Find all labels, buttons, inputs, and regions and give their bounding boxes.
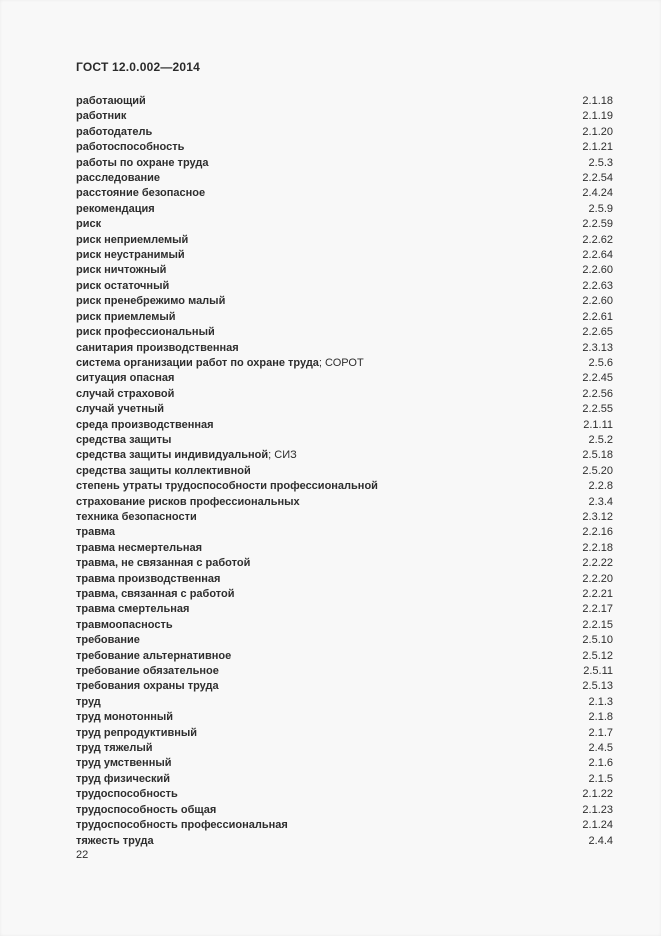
- index-term: риск остаточный: [76, 279, 170, 292]
- index-term: работник: [76, 110, 127, 123]
- index-ref-number: 2.5.9: [588, 202, 613, 215]
- index-term: труд: [76, 695, 101, 708]
- index-ref-number: 2.2.65: [582, 326, 613, 339]
- index-row: [76, 325, 613, 340]
- index-ref-number: 2.5.3: [588, 156, 613, 169]
- index-row: [76, 834, 613, 849]
- index-ref-number: 2.1.5: [588, 772, 613, 785]
- index-term: травма, связанная с работой: [76, 588, 235, 600]
- index-row: [76, 294, 613, 309]
- index-ref-number: 2.2.22: [582, 557, 613, 570]
- index-ref-number: 2.1.11: [583, 418, 613, 431]
- index-term: работоспособность: [76, 141, 185, 154]
- index-row: [76, 787, 613, 802]
- index-row: [76, 818, 613, 833]
- index-ref-number: 2.2.45: [582, 372, 613, 385]
- index-term: травмоопасность: [76, 618, 173, 631]
- index-row: [76, 263, 613, 278]
- index-row: [76, 479, 613, 494]
- index-term: риск: [76, 218, 102, 231]
- index-term: случай учетный: [76, 403, 165, 416]
- index-term: трудоспособность: [76, 788, 178, 801]
- index-row: [76, 464, 613, 479]
- index-row: [76, 433, 613, 448]
- index-row: [76, 679, 613, 694]
- index-row: [76, 695, 613, 710]
- index-term-abbreviation: ; СОРОТ: [318, 356, 364, 369]
- index-ref-number: 2.5.13: [582, 680, 613, 693]
- index-row: [76, 756, 613, 771]
- index-ref-number: 2.2.55: [582, 403, 613, 416]
- index-ref-number: 2.1.21: [582, 141, 613, 154]
- index-ref-number: 2.2.21: [582, 588, 613, 600]
- index-ref-number: 2.2.60: [582, 295, 613, 308]
- index-row: [76, 602, 613, 617]
- index-ref-number: 2.2.62: [582, 233, 613, 246]
- index-ref-number: 2.2.59: [582, 218, 613, 231]
- index-ref-number: 2.1.6: [588, 757, 613, 770]
- index-term: травма несмертельная: [76, 541, 203, 554]
- index-term: система организации работ по охране труда; СОРОТ: [76, 356, 364, 369]
- index-ref-number: 2.5.11: [583, 665, 613, 678]
- index-term: труд физический: [76, 772, 170, 785]
- index-ref-number: 2.2.60: [582, 264, 613, 277]
- index-term: требование обязательное: [76, 665, 219, 678]
- document-header: ГОСТ 12.0.002—2014: [76, 60, 201, 74]
- index-ref-number: 2.1.8: [588, 711, 613, 724]
- index-term: трудоспособность профессиональная: [76, 819, 288, 832]
- index-ref-number: 2.2.8: [588, 480, 613, 493]
- index-ref-number: 2.1.3: [588, 695, 613, 708]
- index-row: [76, 341, 613, 356]
- index-ref-number: 2.5.20: [582, 464, 613, 477]
- index-term: труд тяжелый: [76, 742, 153, 755]
- index-row: [76, 726, 613, 741]
- index-ref-number: 2.1.24: [582, 819, 613, 832]
- index-term: риск пренебрежимо малый: [76, 295, 226, 308]
- index-term: расстояние безопасное: [76, 187, 206, 200]
- index-term: средства защиты коллективной: [76, 464, 251, 477]
- index-term: работодатель: [76, 125, 153, 138]
- index-ref-number: 2.2.15: [582, 618, 613, 631]
- index-term: техника безопасности: [76, 510, 197, 523]
- index-ref-number: 2.1.7: [588, 726, 613, 739]
- index-term-abbreviation: ; СИЗ: [268, 449, 297, 462]
- index-row: [76, 572, 613, 587]
- index-ref-number: 2.1.23: [582, 803, 613, 816]
- page-number: 22: [76, 849, 89, 861]
- index-term: травма, не связанная с работой: [76, 557, 251, 570]
- index-term: средства защиты индивидуальной; СИЗ: [76, 449, 297, 462]
- index-row: [76, 186, 613, 201]
- index-row: [76, 803, 613, 818]
- index-term: труд умственный: [76, 757, 172, 770]
- index-term: работающий: [76, 95, 146, 107]
- index-row: [76, 541, 613, 556]
- index-row: [76, 587, 613, 602]
- index-row: [76, 418, 613, 433]
- index-term: санитария производственная: [76, 341, 239, 354]
- index-ref-number: 2.3.4: [588, 495, 613, 508]
- index-ref-number: 2.5.2: [588, 433, 613, 446]
- index-term: травма смертельная: [76, 603, 190, 616]
- index-term: риск неприемлемый: [76, 233, 189, 246]
- index-term: требование альтернативное: [76, 649, 232, 662]
- index-row: [76, 649, 613, 664]
- index-row: [76, 156, 613, 171]
- index-term: средства защиты: [76, 433, 172, 446]
- index-term: труд монотонный: [76, 711, 174, 724]
- index-row: [76, 772, 613, 787]
- index-term: степень утраты трудоспособности профессиональной: [76, 480, 378, 493]
- index-ref-number: 2.5.6: [588, 356, 613, 369]
- index-ref-number: 2.2.18: [582, 541, 613, 554]
- index-ref-number: 2.5.18: [582, 449, 613, 462]
- index-row: [76, 618, 613, 633]
- index-row: [76, 356, 613, 371]
- index-term: требования охраны труда: [76, 680, 219, 693]
- index-ref-number: 2.4.24: [582, 187, 613, 200]
- index-term: расследование: [76, 172, 160, 185]
- index-term: случай страховой: [76, 387, 175, 400]
- index-ref-number: 2.2.64: [582, 249, 613, 262]
- index-term: требование: [76, 634, 140, 647]
- index-ref-number: 2.1.19: [582, 110, 613, 123]
- index-row: [76, 217, 613, 232]
- index-term: риск неустранимый: [76, 249, 185, 262]
- index-term: риск профессиональный: [76, 326, 215, 339]
- index-row: [76, 710, 613, 725]
- index-ref-number: 2.5.12: [582, 649, 613, 662]
- index-row: [76, 94, 613, 109]
- index-row: [76, 525, 613, 540]
- index-row: [76, 741, 613, 756]
- index-row: [76, 664, 613, 679]
- index-row: [76, 233, 613, 248]
- index-ref-number: 2.2.63: [582, 279, 613, 292]
- index-ref-number: 2.2.20: [582, 572, 613, 585]
- index-term: тяжесть труда: [76, 834, 154, 847]
- index-row: [76, 109, 613, 124]
- index-row: [76, 556, 613, 571]
- index-term: риск приемлемый: [76, 310, 176, 323]
- index-ref-number: 2.1.22: [582, 788, 613, 801]
- index-term: риск ничтожный: [76, 264, 167, 277]
- index-term: трудоспособность общая: [76, 803, 217, 816]
- index-term: среда производственная: [76, 418, 214, 431]
- index-term: ситуация опасная: [76, 372, 175, 385]
- index-ref-number: 2.1.20: [582, 125, 613, 138]
- index-row: [76, 248, 613, 263]
- index-ref-number: 2.4.4: [588, 834, 613, 847]
- index-ref-number: 2.3.12: [582, 510, 613, 523]
- index-ref-number: 2.2.17: [582, 603, 613, 616]
- index-ref-number: 2.2.61: [582, 310, 613, 323]
- index-row: [76, 448, 613, 463]
- index-row: [76, 171, 613, 186]
- index-ref-number: 2.1.18: [582, 95, 613, 107]
- alphabetical-index-list: [76, 94, 613, 849]
- index-term: рекомендация: [76, 202, 155, 215]
- index-term: работы по охране труда: [76, 156, 209, 169]
- index-row: [76, 633, 613, 648]
- index-ref-number: 2.4.5: [588, 742, 613, 755]
- index-row: [76, 140, 613, 155]
- index-ref-number: 2.2.54: [582, 172, 613, 185]
- index-term: травма производственная: [76, 572, 221, 585]
- index-term: труд репродуктивный: [76, 726, 198, 739]
- index-ref-number: 2.5.10: [582, 634, 613, 647]
- index-row: [76, 387, 613, 402]
- index-row: [76, 402, 613, 417]
- index-row: [76, 310, 613, 325]
- index-row: [76, 510, 613, 525]
- index-term: травма: [76, 526, 115, 539]
- index-row: [76, 495, 613, 510]
- index-row: [76, 125, 613, 140]
- index-ref-number: 2.3.13: [582, 341, 613, 354]
- index-ref-number: 2.2.56: [582, 387, 613, 400]
- index-row: [76, 279, 613, 294]
- index-row: [76, 371, 613, 386]
- index-row: [76, 202, 613, 217]
- index-term: страхование рисков профессиональных: [76, 495, 300, 508]
- index-ref-number: 2.2.16: [582, 526, 613, 539]
